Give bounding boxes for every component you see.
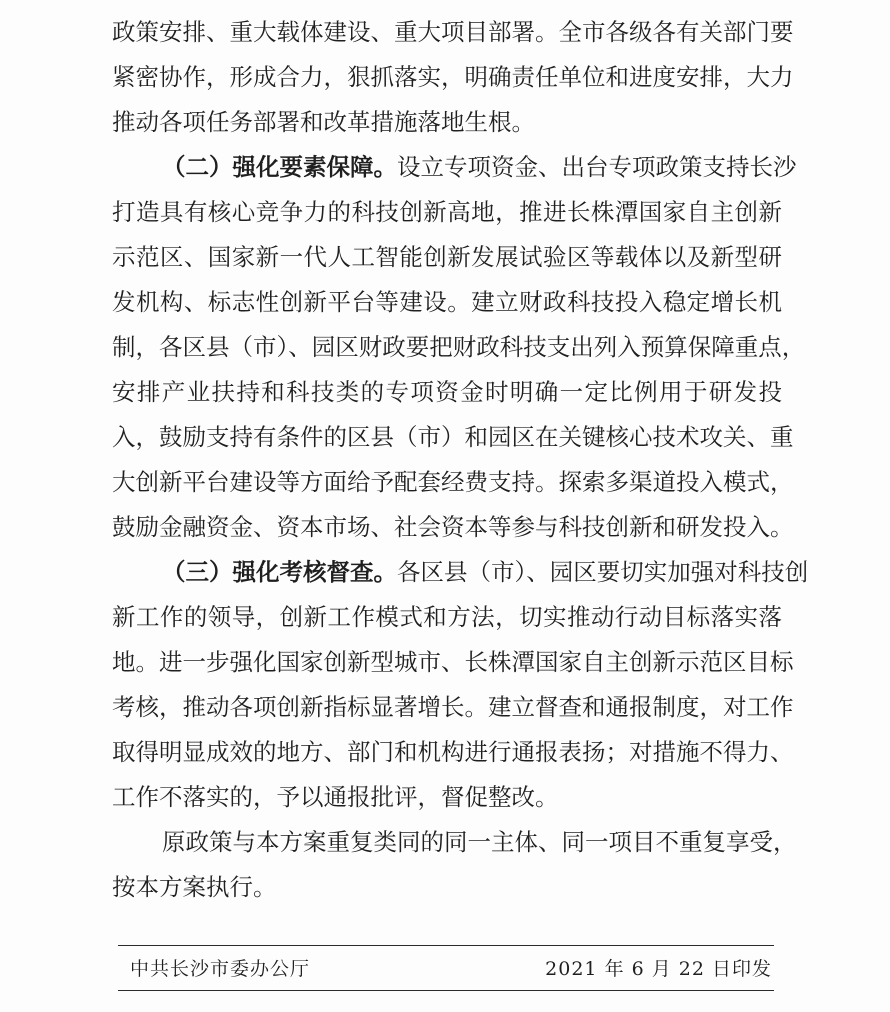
paragraph-1-line-1: 政策安排、重大载体建设、重大项目部署。全市各级各有关部门要: [112, 18, 794, 46]
paragraph-2-line-1-text: 设立专项资金、出台专项政策支持长沙: [397, 153, 797, 181]
paragraph-2-line-2: 打造具有核心竞争力的科技创新高地，推进长株潭国家自主创新: [112, 198, 782, 226]
section-heading-2: （二）强化要素保障。: [162, 153, 397, 181]
footer-top-rule: [118, 945, 774, 946]
paragraph-4-line-2: 按本方案执行。: [112, 873, 277, 901]
paragraph-2-line-3: 示范区、国家新一代人工智能创新发展试验区等载体以及新型研: [112, 243, 782, 271]
paragraph-2-line-6: 安排产业扶持和科技类的专项资金时明确一定比例用于研发投: [112, 378, 782, 406]
paragraph-2-line-9: 鼓励金融资金、资本市场、社会资本等参与科技创新和研发投入。: [112, 513, 794, 541]
paragraph-2-line-1: [162, 149, 797, 185]
paragraph-1-line-3: 推动各项任务部署和改革措施落地生根。: [112, 108, 535, 136]
paragraph-3-line-5: 取得明显成效的地方、部门和机构进行通报表扬；对措施不得力、: [112, 738, 794, 766]
paragraph-3-line-4: 考核，推动各项创新指标显著增长。建立督查和通报制度，对工作: [112, 693, 794, 721]
paragraph-3-line-1-text: 各区县（市）、园区要切实加强对科技创: [397, 558, 809, 586]
paragraph-1-line-2: 紧密协作，形成合力，狠抓落实，明确责任单位和进度安排，大力: [112, 63, 794, 91]
paragraph-3-line-3: 地。进一步强化国家创新型城市、长株潭国家自主创新示范区目标: [112, 648, 794, 676]
paragraph-2-line-5: 制，各区县（市）、园区财政要把财政科技支出列入预算保障重点，: [112, 333, 806, 361]
footer-issuer: 中共长沙市委办公厅: [130, 958, 311, 980]
paragraph-3-line-1: [162, 554, 809, 590]
footer-bottom-rule: [118, 990, 774, 991]
paragraph-2-line-7: 入，鼓励支持有条件的区县（市）和园区在关键核心技术攻关、重: [112, 423, 794, 451]
paragraph-4-line-1: 原政策与本方案重复类同的同一主体、同一项目不重复享受，: [162, 828, 797, 856]
footer-print-date: 2021 年 6 月 22 日印发: [545, 958, 772, 980]
paragraph-2-line-8: 大创新平台建设等方面给予配套经费支持。探索多渠道投入模式，: [112, 468, 794, 496]
paragraph-3-line-2: 新工作的领导，创新工作模式和方法，切实推动行动目标落实落: [112, 603, 782, 631]
paragraph-2-line-4: 发机构、标志性创新平台等建设。建立财政科技投入稳定增长机: [112, 288, 782, 316]
section-heading-3: （三）强化考核督查。: [162, 558, 397, 586]
paragraph-3-line-6: 工作不落实的，予以通报批评，督促整改。: [112, 783, 559, 811]
